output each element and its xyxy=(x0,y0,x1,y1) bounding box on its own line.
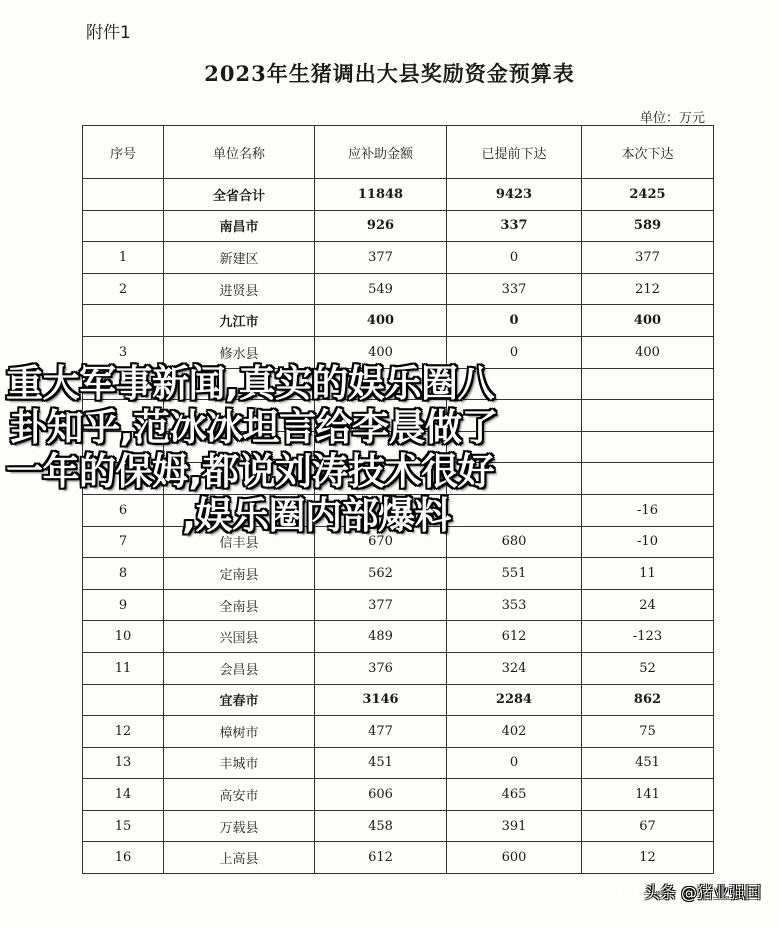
table-row xyxy=(83,842,714,874)
row-index: 3 xyxy=(83,336,164,368)
row-due-amount: 562 xyxy=(315,558,447,590)
row-current: -16 xyxy=(582,494,714,526)
row-unit-name: 定南县 xyxy=(164,558,315,590)
row-current: 52 xyxy=(582,652,714,684)
row-index: 12 xyxy=(83,716,164,748)
table-row xyxy=(83,210,714,242)
row-unit-name: 修水县 xyxy=(164,336,315,368)
row-current: 400 xyxy=(582,336,714,368)
row-index xyxy=(83,179,164,211)
row-due-amount: 3146 xyxy=(315,684,447,716)
row-index: 14 xyxy=(83,779,164,811)
row-current: 75 xyxy=(582,716,714,748)
header-current: 本次下达 xyxy=(582,126,714,179)
row-advanced: 337 xyxy=(447,210,582,242)
table-row xyxy=(83,621,714,653)
table-header-row xyxy=(83,126,714,179)
row-due-amount: 11848 xyxy=(315,179,447,211)
row-current: -10 xyxy=(582,526,714,558)
row-due-amount: 477 xyxy=(315,716,447,748)
overlay-line: 重大军事新闻,真实的娱乐圈八 xyxy=(6,362,495,405)
row-current: 11 xyxy=(582,558,714,590)
table-row xyxy=(83,558,714,590)
table-row xyxy=(83,779,714,811)
row-current: 589 xyxy=(582,210,714,242)
row-index: 8 xyxy=(83,558,164,590)
row-current: -123 xyxy=(582,621,714,653)
row-due-amount: 606 xyxy=(315,779,447,811)
row-due-amount: 377 xyxy=(315,589,447,621)
row-due-amount: 926 xyxy=(315,210,447,242)
header-index: 序号 xyxy=(83,126,164,179)
row-index: 16 xyxy=(83,842,164,874)
row-index: 10 xyxy=(83,621,164,653)
row-due-amount: 377 xyxy=(315,242,447,274)
row-due-amount: 549 xyxy=(315,273,447,305)
row-current: 24 xyxy=(582,589,714,621)
row-advanced: 353 xyxy=(447,589,582,621)
row-advanced: 612 xyxy=(447,621,582,653)
overlay-line: ,娱乐圈内部爆料 xyxy=(182,494,452,537)
row-unit-name: 全省合计 xyxy=(164,179,315,211)
row-unit-name: 信丰县 xyxy=(164,526,315,558)
row-index: 9 xyxy=(83,589,164,621)
row-advanced: 337 xyxy=(447,273,582,305)
row-unit-name: 万载县 xyxy=(164,810,315,842)
row-index xyxy=(83,684,164,716)
row-advanced: 551 xyxy=(447,558,582,590)
row-advanced: 9423 xyxy=(447,179,582,211)
row-advanced: 324 xyxy=(447,652,582,684)
table-row xyxy=(83,747,714,779)
row-current: 400 xyxy=(582,305,714,337)
table-row xyxy=(83,652,714,684)
table-row xyxy=(83,684,714,716)
table-row xyxy=(83,179,714,211)
table-row xyxy=(83,716,714,748)
table-row xyxy=(83,589,714,621)
row-current: 377 xyxy=(582,242,714,274)
row-advanced: 0 xyxy=(447,305,582,337)
row-due-amount: 489 xyxy=(315,621,447,653)
row-unit-name: 兴国县 xyxy=(164,621,315,653)
header-advanced: 已提前下达 xyxy=(447,126,582,179)
row-advanced: 0 xyxy=(447,242,582,274)
row-current: 862 xyxy=(582,684,714,716)
overlay-line: 卦知乎,范冰冰坦言给李晨做了 xyxy=(10,406,499,449)
row-current: 141 xyxy=(582,779,714,811)
row-index: 1 xyxy=(83,242,164,274)
row-current: 212 xyxy=(582,273,714,305)
row-index: 7 xyxy=(83,526,164,558)
table-row xyxy=(83,305,714,337)
row-due-amount: 400 xyxy=(315,305,447,337)
row-advanced: 465 xyxy=(447,779,582,811)
header-due-amount: 应补助金额 xyxy=(315,126,447,179)
row-index: 11 xyxy=(83,652,164,684)
row-index: 13 xyxy=(83,747,164,779)
row-advanced: 402 xyxy=(447,716,582,748)
row-unit-name: 会昌县 xyxy=(164,652,315,684)
unit-label: 单位：万元 xyxy=(640,111,706,126)
table-row xyxy=(83,273,714,305)
watermark xyxy=(618,880,761,903)
row-unit-name: 全南县 xyxy=(164,589,315,621)
row-current: 2425 xyxy=(582,179,714,211)
row-unit-name: 上高县 xyxy=(164,842,315,874)
document-title: 2023年生猪调出大县奖励资金预算表 xyxy=(204,61,575,86)
row-due-amount: 458 xyxy=(315,810,447,842)
row-index: 6 xyxy=(83,494,164,526)
header-unit-name: 单位名称 xyxy=(164,126,315,179)
row-index xyxy=(83,210,164,242)
row-unit-name: 新建区 xyxy=(164,242,315,274)
row-unit-name: 樟树市 xyxy=(164,716,315,748)
row-advanced: 2284 xyxy=(447,684,582,716)
attachment-label: 附件1 xyxy=(86,23,131,43)
overlay-line: 一年的保姆,都说刘涛技术很好 xyxy=(6,450,495,493)
row-due-amount: 612 xyxy=(315,842,447,874)
row-index xyxy=(83,305,164,337)
row-advanced: 391 xyxy=(447,810,582,842)
row-advanced: 680 xyxy=(447,526,582,558)
row-index: 15 xyxy=(83,810,164,842)
row-current: 451 xyxy=(582,747,714,779)
toutiao-logo-icon xyxy=(618,882,638,902)
row-advanced: 0 xyxy=(447,747,582,779)
overlay-headline xyxy=(6,362,776,538)
row-advanced: 600 xyxy=(447,842,582,874)
row-current: 67 xyxy=(582,810,714,842)
row-unit-name: 南昌市 xyxy=(164,210,315,242)
row-unit-name: 九江市 xyxy=(164,305,315,337)
row-due-amount: 376 xyxy=(315,652,447,684)
table-row xyxy=(83,810,714,842)
row-due-amount: 400 xyxy=(315,336,447,368)
row-unit-name: 丰城市 xyxy=(164,747,315,779)
row-unit-name: 进贤县 xyxy=(164,273,315,305)
table-row xyxy=(83,242,714,274)
row-index: 2 xyxy=(83,273,164,305)
row-advanced: 0 xyxy=(447,336,582,368)
row-unit-name: 高安市 xyxy=(164,779,315,811)
row-unit-name: 宜春市 xyxy=(164,684,315,716)
row-due-amount: 451 xyxy=(315,747,447,779)
row-due-amount: 670 xyxy=(315,526,447,558)
watermark-text: 头条 @猪业强国 xyxy=(643,883,761,902)
row-current: 12 xyxy=(582,842,714,874)
